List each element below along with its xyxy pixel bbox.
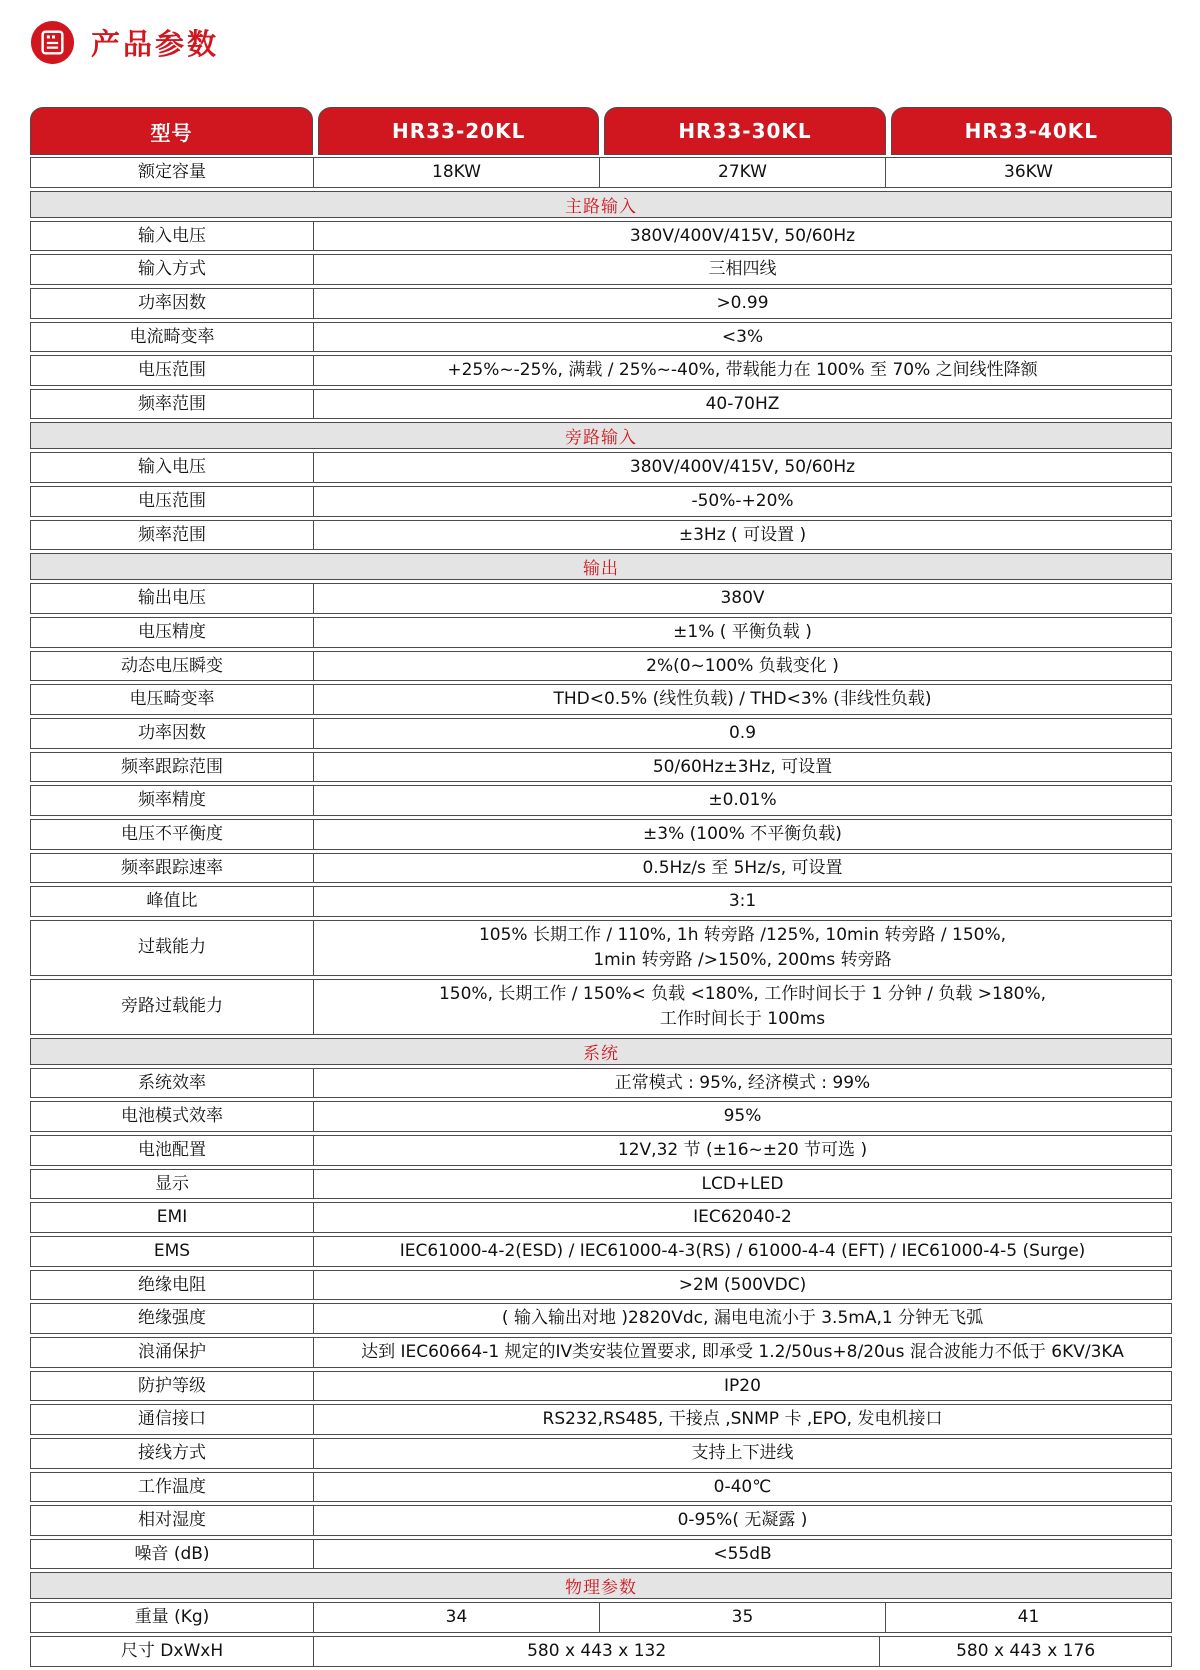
row-value-col1: 18KW [314,158,600,187]
row-value: 380V/400V/415V, 50/60Hz [629,225,856,246]
table-row [30,819,1172,850]
row-value: >2M (500VDC) [678,1274,807,1295]
table-row [30,617,1172,648]
row-value: -50%-+20% [691,491,794,512]
row-value: 380V/400V/415V, 50/60Hz [629,457,856,478]
section-header: 系统 [30,1038,1172,1065]
row-label: 频率跟踪速率 [31,854,314,883]
section-header: 输出 [30,553,1172,580]
table-row [30,1236,1172,1267]
row-value: <55dB [713,1543,772,1564]
row-label: 接线方式 [31,1439,314,1468]
row-value: 支持上下进线 [691,1442,794,1463]
page-title-bar [30,20,219,65]
row-label: EMS [31,1237,314,1266]
row-value: 三相四线 [708,259,777,280]
row-label: 电池模式效率 [31,1102,314,1131]
row-value: 50/60Hz±3Hz, 可设置 [652,756,833,777]
row-value: IEC62040-2 [693,1207,792,1228]
model-tab-3: HR33-40KL [891,107,1172,155]
table-row [30,1371,1172,1402]
table-row [30,1472,1172,1503]
table-row [30,920,1172,976]
spec-table [30,107,1172,1670]
row-label: 额定容量 [31,158,314,187]
row-value [314,980,1171,1034]
row-label: EMI [31,1203,314,1232]
row-value: 3:1 [728,891,757,912]
row-value: LCD+LED [701,1173,784,1194]
table-row [30,520,1172,551]
row-label: 输入方式 [31,255,314,284]
row-value-line: 1min 转旁路 />150%, 200ms 转旁路 [593,949,892,970]
row-value-col3: 41 [1017,1607,1040,1628]
row-value: ( 输入输出对地 )2820Vdc, 漏电电流小于 3.5mA,1 分钟无飞弧 [501,1308,984,1329]
row-label: 噪音 (dB) [31,1540,314,1569]
table-row [30,389,1172,420]
row-label: 输入电压 [31,453,314,482]
row-label: 浪涌保护 [31,1338,314,1367]
row-label: 动态电压瞬变 [31,652,314,681]
row-value-col2: 27KW [600,158,886,187]
table-row [30,1438,1172,1469]
row-value: 380V [720,588,765,609]
row-value: 2%(0~100% 负载变化 ) [646,655,839,676]
row-label: 系统效率 [31,1069,314,1098]
row-label: 功率因数 [31,289,314,318]
row-label: 绝缘强度 [31,1304,314,1333]
model-header-row [30,107,1172,155]
model-tab-2: HR33-30KL [604,107,885,155]
table-row [30,979,1172,1035]
row-label: 防护等级 [31,1372,314,1401]
table-row [30,651,1172,682]
row-value: 12V,32 节 (±16~±20 节可选 ) [617,1140,868,1161]
table-row [30,684,1172,715]
section-header: 旁路输入 [30,422,1172,449]
row-label: 电压不平衡度 [31,820,314,849]
table-row [30,355,1172,386]
row-label: 电压畸变率 [31,685,314,714]
table-row [30,752,1172,783]
row-value: ±0.01% [708,790,777,811]
table-row [30,486,1172,517]
row-value: 0.9 [728,722,757,743]
row-value-line: 工作时间长于 100ms [659,1008,826,1029]
row-label: 频率范围 [31,521,314,550]
table-row [30,157,1172,188]
row-value: THD<0.5% (线性负载) / THD<3% (非线性负载) [553,689,932,710]
row-value-line: 105% 长期工作 / 110%, 1h 转旁路 /125%, 10min 转旁路 / 150%, [478,925,1007,946]
row-label: 电压范围 [31,487,314,516]
table-row [30,1404,1172,1435]
row-label: 过载能力 [31,921,314,975]
table-row [30,886,1172,917]
row-label: 重量 (Kg) [31,1603,314,1632]
table-row [30,1270,1172,1301]
table-row [30,1539,1172,1570]
row-value-span2: 580 x 443 x 132 [314,1637,880,1666]
row-value: IEC61000-4-2(ESD) / IEC61000-4-3(RS) / 61000-4-4 (EFT) / IEC61000-4-5 (Surge) [399,1241,1086,1262]
table-row [30,1337,1172,1368]
row-value: 达到 IEC60664-1 规定的IV类安装位置要求, 即承受 1.2/50us+8/20us 混合波能力不低于 6KV/3KA [361,1341,1124,1362]
row-label: 电流畸变率 [31,323,314,352]
section-header: 物理参数 [30,1572,1172,1599]
table-row [30,1068,1172,1099]
table-row [30,1202,1172,1233]
row-label: 频率精度 [31,786,314,815]
row-label: 显示 [31,1170,314,1199]
row-value: 0-95%( 无凝露 ) [677,1510,808,1531]
row-label: 电压精度 [31,618,314,647]
row-value: >0.99 [716,292,769,313]
row-label: 工作温度 [31,1473,314,1502]
row-label: 频率范围 [31,390,314,419]
table-row [30,785,1172,816]
table-row [30,254,1172,285]
row-value-col1: 34 [314,1603,600,1632]
row-label: 峰值比 [31,887,314,916]
table-row [30,1135,1172,1166]
row-label: 频率跟踪范围 [31,753,314,782]
row-value-col3: 36KW [1004,162,1053,182]
row-value: ±1% ( 平衡负载 ) [673,622,812,643]
row-value: ±3% (100% 不平衡负载) [643,823,842,844]
table-row [30,1602,1172,1633]
row-value: 40-70HZ [705,393,780,414]
table-row [30,1303,1172,1334]
row-value: 正常模式 : 95%, 经济模式 : 99% [614,1072,871,1093]
table-row [30,288,1172,319]
row-label: 旁路过载能力 [31,980,314,1034]
row-value: ±3Hz ( 可设置 ) [678,524,807,545]
table-row [30,1636,1172,1667]
row-label: 相对湿度 [31,1506,314,1535]
row-label: 尺寸 DxWxH [31,1637,314,1666]
row-label: 功率因数 [31,719,314,748]
table-row [30,452,1172,483]
page-title: 产品参数 [91,27,220,61]
table-row [30,853,1172,884]
row-label: 输出电压 [31,584,314,613]
table-row [30,221,1172,252]
row-value: <3% [721,326,764,347]
row-value: 0-40℃ [713,1476,772,1497]
row-value: RS232,RS485, 干接点 ,SNMP 卡 ,EPO, 发电机接口 [542,1409,943,1430]
row-label: 绝缘电阻 [31,1271,314,1300]
table-row [30,718,1172,749]
row-label: 电池配置 [31,1136,314,1165]
row-value-col2: 35 [600,1603,886,1632]
model-tab-1: HR33-20KL [318,107,599,155]
row-value: +25%~-25%, 满载 / 25%~-40%, 带载能力在 100% 至 70% 之间线性降额 [447,360,1038,381]
row-label: 通信接口 [31,1405,314,1434]
row-value-col3: 580 x 443 x 176 [956,1641,1096,1662]
model-column-header: 型号 [30,107,313,155]
table-row [30,1505,1172,1536]
row-value: IP20 [724,1375,761,1396]
section-header: 主路输入 [30,191,1172,218]
table-row [30,1169,1172,1200]
row-value: 95% [723,1106,762,1127]
spec-sheet-icon [30,20,75,65]
table-row [30,583,1172,614]
row-value-line: 150%, 长期工作 / 150%< 负载 <180%, 工作时间长于 1 分钟 / 负载 >180%, [438,984,1047,1005]
table-row [30,322,1172,353]
table-row [30,1101,1172,1132]
row-label: 电压范围 [31,356,314,385]
row-value: 0.5Hz/s 至 5Hz/s, 可设置 [642,857,843,878]
row-label: 输入电压 [31,222,314,251]
row-value [314,921,1171,975]
